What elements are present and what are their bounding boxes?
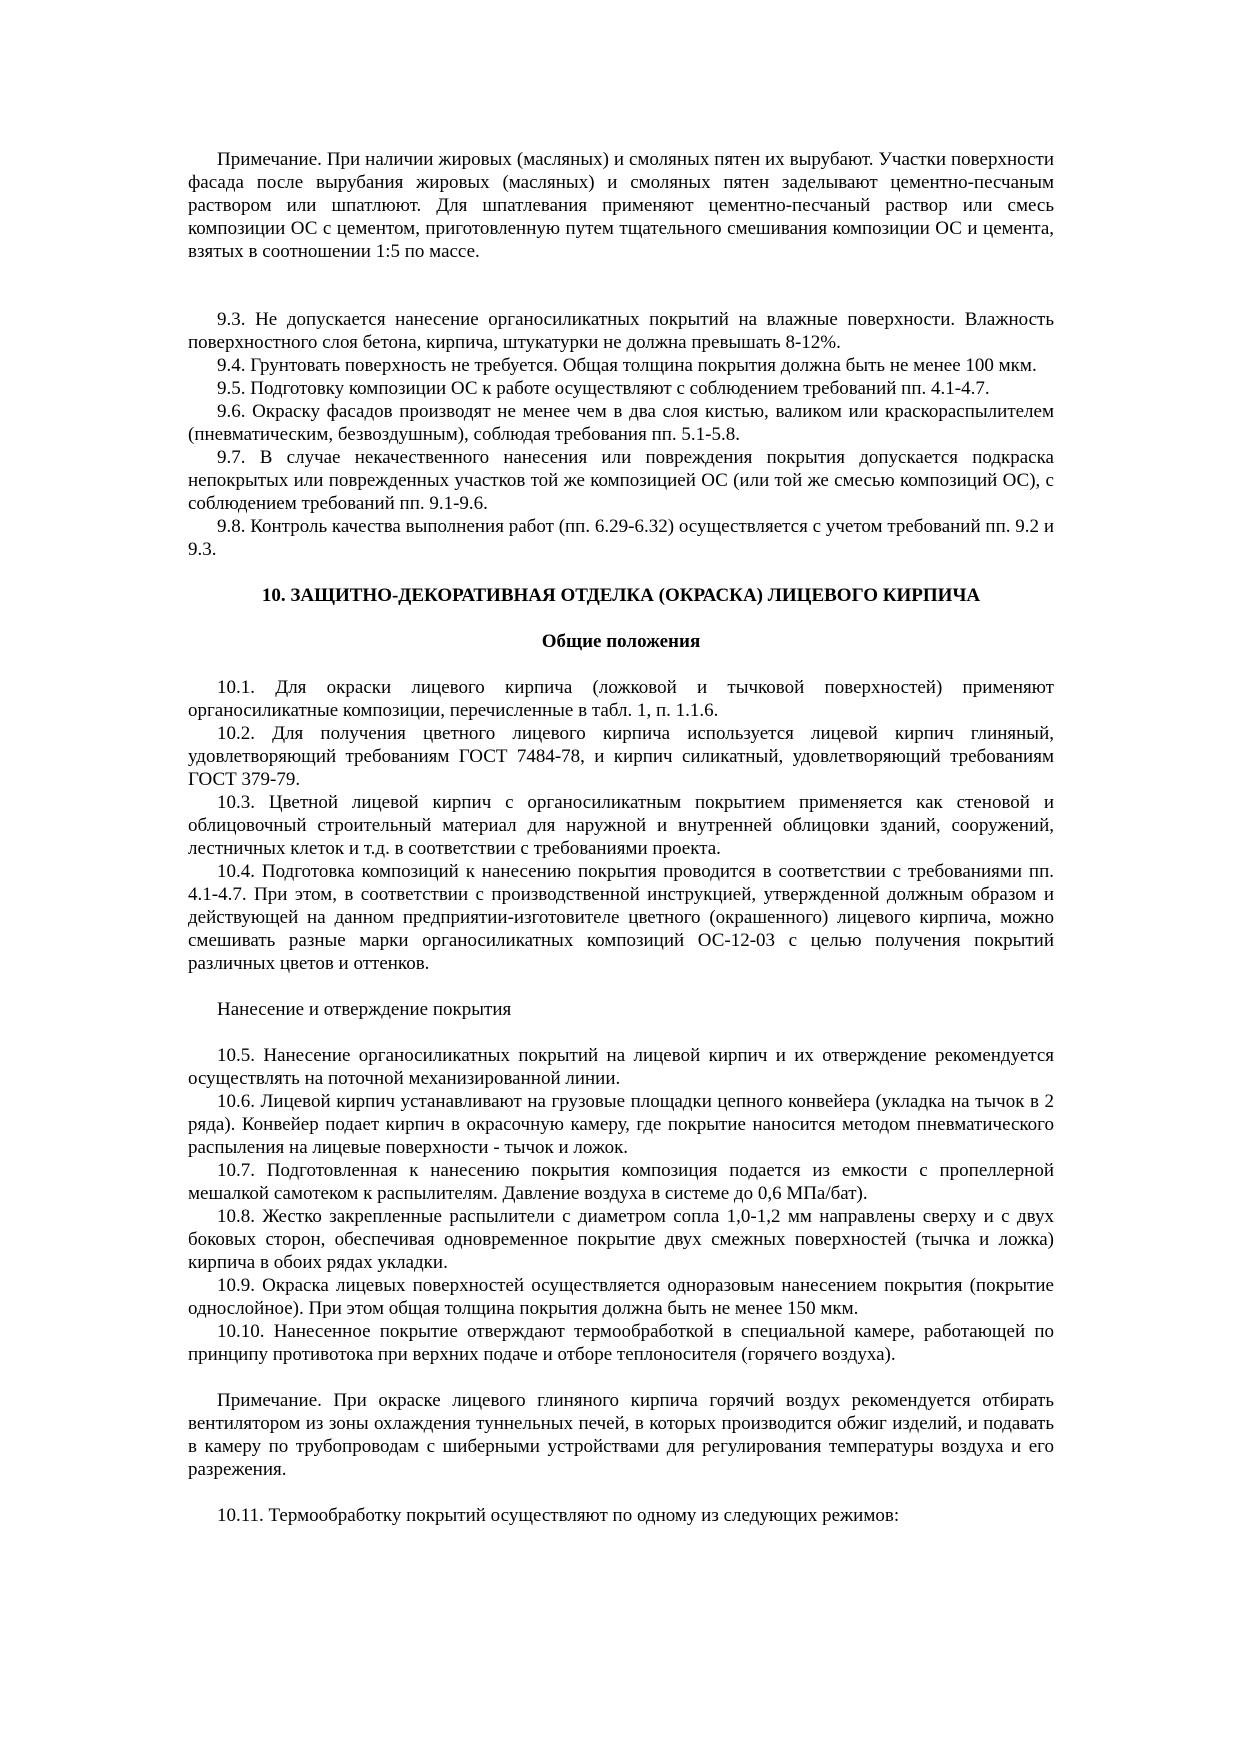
paragraph-10-6: 10.6. Лицевой кирпич устанавливают на грузовые площадки цепного конвейера (укладка на тычок в 2 ряда). Конвейер подает кирпич в окрасочную камеру, где покрытие наносится методом пневматического распыления на лицевые поверхности - тычок и ложок. [188,1091,1054,1158]
note-paragraph: Примечание. При наличии жировых (масляных) и смоляных пятен их вырубают. Участки поверхности фасада после вырубания жировых (масляных) и смоляных пятен заделывают цементно-песчаным раствором или шпатлюют. Для шпатлевания применяют цементно-песчаный раствор или смесь композиции ОС с цементом, приготовленную путем тщательного смешивания композиции ОС и цемента, взятых в соотношении 1:5 по массе. [188,149,1054,262]
spacer [188,561,1054,584]
spacer [188,975,1054,998]
paragraph-10-8: 10.8. Жестко закрепленные распылители с диаметром сопла 1,0-1,2 мм направлены сверху и с двух боковых сторон, обеспечивая одновременное покрытие двух смежных поверхностей (тычка и ложка) кирпича в обоих рядах укладки. [188,1206,1054,1273]
spacer [188,1021,1054,1044]
general-provisions-heading: Общие положения [541,631,701,652]
paragraph-9-6: 9.6. Окраску фасадов производят не менее чем в два слоя кистью, валиком или краскораспылителем (пневматическим, безвоздушным), соблюдая требования пп. 5.1-5.8. [188,401,1054,445]
spacer [188,1481,1054,1504]
paragraph-10-7: 10.7. Подготовленная к нанесению покрытия композиция подается из емкости с пропеллерной мешалкой самотеком к распылителям. Давление воздуха в системе до 0,6 МПа/бат). [188,1160,1054,1204]
paragraph-9-8: 9.8. Контроль качества выполнения работ (пп. 6.29-6.32) осуществляется с учетом требований пп. 9.2 и 9.3. [188,516,1054,560]
spacer [188,607,1054,630]
paragraph-9-3: 9.3. Не допускается нанесение органосиликатных покрытий на влажные поверхности. Влажность поверхностного слоя бетона, кирпича, штукатурки не должна превышать 8-12%. [188,309,1054,353]
paragraph-9-7: 9.7. В случае некачественного нанесения или повреждения покрытия допускается подкраска непокрытых или поврежденных участков той же композицией ОС (или той же смесью композиций ОС), с соблюдением требований пп. 9.1-9.6. [188,447,1054,514]
paragraph-10-9: 10.9. Окраска лицевых поверхностей осуществляется одноразовым нанесением покрытия (покрытие однослойное). При этом общая толщина покрытия должна быть не менее 150 мкм. [188,1275,1054,1319]
section-10-heading: 10. ЗАЩИТНО-ДЕКОРАТИВНАЯ ОТДЕЛКА (ОКРАСКА) ЛИЦЕВОГО КИРПИЧА [261,585,981,606]
note-bottom-paragraph: Примечание. При окраске лицевого глиняного кирпича горячий воздух рекомендуется отбирать вентилятором из зоны охлаждения туннельных печей, в которых производится обжиг изделий, и подавать в камеру по трубопроводам с шиберными устройствами для регулирования температуры воздуха и его разрежения. [188,1390,1054,1480]
paragraph-9-5: 9.5. Подготовку композиции ОС к работе осуществляют с соблюдением требований пп. 4.1-4.7. [217,378,990,399]
application-subheading: Нанесение и отверждение покрытия [217,999,512,1020]
spacer [188,286,1054,308]
spacer [188,263,1054,286]
spacer [188,653,1054,676]
paragraph-9-4: 9.4. Грунтовать поверхность не требуется. Общая толщина покрытия должна быть не менее 100 мкм. [217,355,1037,376]
paragraph-10-11: 10.11. Термообработку покрытий осуществляют по одному из следующих режимов: [217,1505,900,1526]
paragraph-10-4: 10.4. Подготовка композиций к нанесению покрытия проводится в соответствии с требованиями пп. 4.1-4.7. При этом, в соответствии с производственной инструкцией, утвержденной должным образом и действующей на данном предприятии-изготовителе цветного (окрашенного) лицевого кирпича, можно смешивать разные марки органосиликатных композиций ОС-12-03 с целью получения покрытий различных цветов и оттенков. [188,861,1054,974]
paragraph-10-10: 10.10. Нанесенное покрытие отверждают термообработкой в специальной камере, работающей по принципу противотока при верхних подаче и отборе теплоносителя (горячего воздуха). [188,1321,1054,1365]
spacer [188,1366,1054,1389]
paragraph-10-1: 10.1. Для окраски лицевого кирпича (ложковой и тычковой поверхностей) применяют органосиликатные композиции, перечисленные в табл. 1, п. 1.1.6. [188,677,1054,721]
paragraph-10-5: 10.5. Нанесение органосиликатных покрытий на лицевой кирпич и их отверждение рекомендуется осуществлять на поточной механизированной линии. [188,1045,1054,1089]
paragraph-10-2: 10.2. Для получения цветного лицевого кирпича используется лицевой кирпич глиняный, удовлетворяющий требованиям ГОСТ 7484-78, и кирпич силикатный, удовлетворяющий требованиям ГОСТ 379-79. [188,723,1054,790]
document-page [188,148,1054,1527]
paragraph-10-3: 10.3. Цветной лицевой кирпич с органосиликатным покрытием применяется как стеновой и облицовочный строительный материал для наружной и внутренней облицовки зданий, сооружений, лестничных клеток и т.д. в соответствии с требованиями проекта. [188,792,1054,859]
